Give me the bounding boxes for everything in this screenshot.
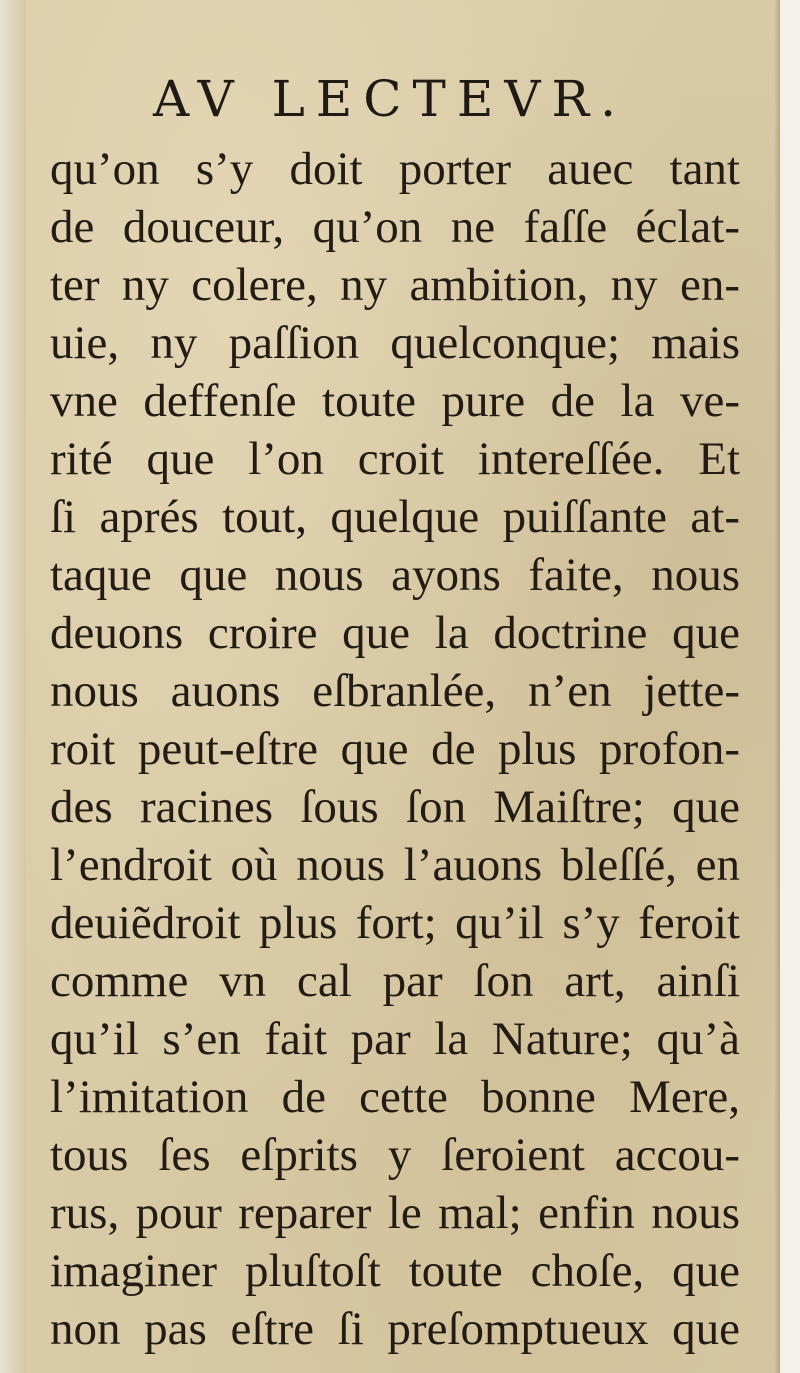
text-line: tous ſes eſprits y ſeroient accou- (50, 1129, 740, 1181)
text-line: deuons croire que la doctrine que (50, 607, 740, 659)
text-line: l’imitation de cette bonne Mere, (50, 1071, 740, 1123)
text-line: des racines ſous ſon Maiſtre; que (50, 781, 740, 833)
text-line: rus, pour reparer le mal; enfin nous (50, 1187, 740, 1239)
text-line: comme vn cal par ſon art, ainſi (50, 955, 740, 1007)
text-line: imaginer pluſtoſt toute choſe, que (50, 1245, 740, 1297)
text-line: ſi aprés tout, quelque puiſſante at- (50, 491, 740, 543)
text-line: roit peut-eſtre que de plus profon- (50, 723, 740, 775)
text-line: de douceur, qu’on ne faſſe éclat- (50, 201, 740, 253)
text-line: l’endroit où nous l’auons bleſſé, en (50, 839, 740, 891)
text-line: rité que l’on croit intereſſée. Et (50, 433, 740, 485)
text-line: taque que nous ayons faite, nous (50, 549, 740, 601)
text-line: non pas eſtre ſi preſomptueux que (50, 1303, 740, 1355)
page-right-shadow (774, 0, 780, 1373)
text-line: vne deffenſe toute pure de la ve- (50, 375, 740, 427)
text-line: ter ny colere, ny ambition, ny en- (50, 259, 740, 311)
body-text (50, 140, 740, 1358)
text-line: nous auons eſbranlée, n’en jette- (50, 665, 740, 717)
text-line: deuiẽdroit plus fort; qu’il s’y feroit (50, 897, 740, 949)
running-head: AV LECTEVR. (152, 70, 628, 128)
text-line: uie, ny paſſion quelconque; mais (50, 317, 740, 369)
text-line: qu’il s’en fait par la Nature; qu’à (50, 1013, 740, 1065)
text-line: qu’on s’y doit porter auec tant (50, 143, 740, 195)
page-left-margin (0, 0, 26, 1373)
